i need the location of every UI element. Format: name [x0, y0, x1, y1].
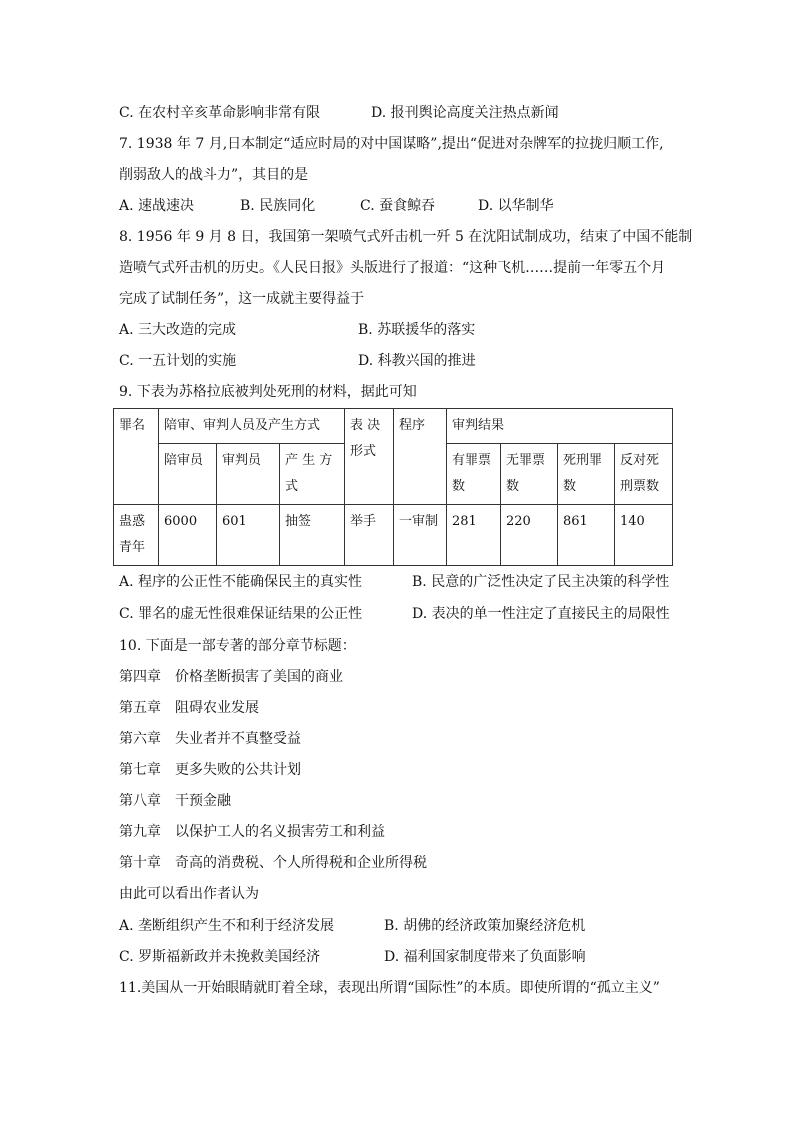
- q10-chapter: 第四章 价格垄断损害了美国的商业: [119, 669, 343, 685]
- subheader-against-death-votes: 反对死刑票数: [615, 444, 673, 505]
- q7-stem-line2: 削弱敌人的战斗力”，其目的是: [119, 167, 309, 183]
- q10-option-d: D. 福利国家制度带来了负面影响: [384, 949, 586, 965]
- q11-stem-line1: 11.美国从一开始眼睛就盯着全球，表现出所谓“国际性”的本质。即使所谓的“孤立主义”: [119, 980, 660, 996]
- q10-option-c: C. 罗斯福新政并未挽救美国经济: [119, 949, 321, 965]
- subheader-death-votes: 死刑罪数: [558, 444, 615, 505]
- header-jury: 陪审、审判人员及产生方式: [159, 409, 345, 444]
- subheader-guilty-votes: 有罪票数: [447, 444, 501, 505]
- q10-chapter: 第六章 失业者并不真整受益: [119, 731, 301, 747]
- q7-option-a: A. 速战速决: [119, 198, 195, 214]
- q10-option-a: A. 垄断组织产生不和利于经济发展: [119, 918, 335, 934]
- q9-option-c: C. 罪名的虚无性很难保证结果的公正性: [119, 606, 363, 622]
- q10-chapter: 第八章 干预金融: [119, 793, 231, 809]
- q8-option-c: C. 一五计划的实施: [119, 353, 237, 369]
- cell-guilty-votes: 281: [447, 505, 501, 566]
- q8-option-d: D. 科教兴国的推进: [358, 353, 476, 369]
- q10-chapter: 第九章 以保护工人的名义损害劳工和利益: [119, 824, 385, 840]
- q10-chapter: 第七章 更多失败的公共计划: [119, 762, 301, 778]
- q7-option-d: D. 以华制华: [478, 198, 554, 214]
- subheader-jurors: 陪审员: [159, 444, 217, 505]
- header-procedure: 程序: [394, 409, 447, 505]
- cell-death-votes: 861: [558, 505, 615, 566]
- q10-chapter: 第十章 奇高的消费税、个人所得税和企业所得税: [119, 855, 427, 871]
- q7-option-c: C. 蚕食鲸吞: [360, 198, 436, 214]
- q6-option-d: D. 报刊舆论高度关注热点新闻: [371, 105, 559, 121]
- q8-stem-line2: 造喷气式歼击机的历史。《人民日报》头版进行了报道：“这种飞机……提前一年零五个月: [119, 260, 666, 276]
- q10-chapter: 第五章 阻碍农业发展: [119, 700, 259, 716]
- q9-option-d: D. 表决的单一性注定了直接民主的局限性: [412, 606, 670, 622]
- cell-innocent-votes: 220: [501, 505, 558, 566]
- q10-option-b: B. 胡佛的经济政策加聚经济危机: [384, 918, 586, 934]
- q10-stem: 10. 下面是一部专著的部分章节标题：: [119, 638, 356, 654]
- cell-judges: 601: [217, 505, 280, 566]
- cell-method: 抽签: [280, 505, 345, 566]
- header-vote-form: 表 决形式: [345, 409, 394, 505]
- socrates-trial-table: [113, 408, 673, 566]
- subheader-judges: 审判员: [217, 444, 280, 505]
- q8-stem-line1: 8. 1956 年 9 月 8 日，我国第一架喷气式歼击机一歼 5 在沈阳试制成功，结束了中国不能制: [119, 229, 693, 245]
- q6-option-c: C. 在农村辛亥革命影响非常有限: [119, 105, 321, 121]
- cell-crime: 蛊惑青年: [114, 505, 159, 566]
- header-crime: 罪名: [114, 409, 159, 505]
- q8-stem-line3: 完成了试制任务”，这一成就主要得益于: [119, 291, 365, 307]
- subheader-innocent-votes: 无罪票数: [501, 444, 558, 505]
- q9-option-a: A. 程序的公正性不能确保民主的真实性: [119, 574, 363, 590]
- q9-option-b: B. 民意的广泛性决定了民主决策的科学性: [412, 574, 670, 590]
- subheader-method: 产 生 方式: [280, 444, 345, 505]
- table-row: [114, 505, 673, 566]
- cell-procedure: 一审制: [394, 505, 447, 566]
- q8-option-a: A. 三大改造的完成: [119, 322, 237, 338]
- cell-against-death-votes: 140: [615, 505, 673, 566]
- q10-conclusion: 由此可以看出作者认为: [119, 886, 259, 902]
- header-result: 审判结果: [447, 409, 673, 444]
- q9-stem: 9. 下表为苏格拉底被判处死刑的材料，据此可知: [119, 384, 417, 400]
- cell-jurors: 6000: [159, 505, 217, 566]
- q7-option-b: B. 民族同化: [240, 198, 316, 214]
- cell-vote-form: 举手: [345, 505, 394, 566]
- q7-stem-line1: 7. 1938 年 7 月,日本制定“适应时局的对中国谋略”,提出“促进对杂牌军的拉拢归顺工作,: [119, 136, 664, 152]
- q8-option-b: B. 苏联援华的落实: [358, 322, 476, 338]
